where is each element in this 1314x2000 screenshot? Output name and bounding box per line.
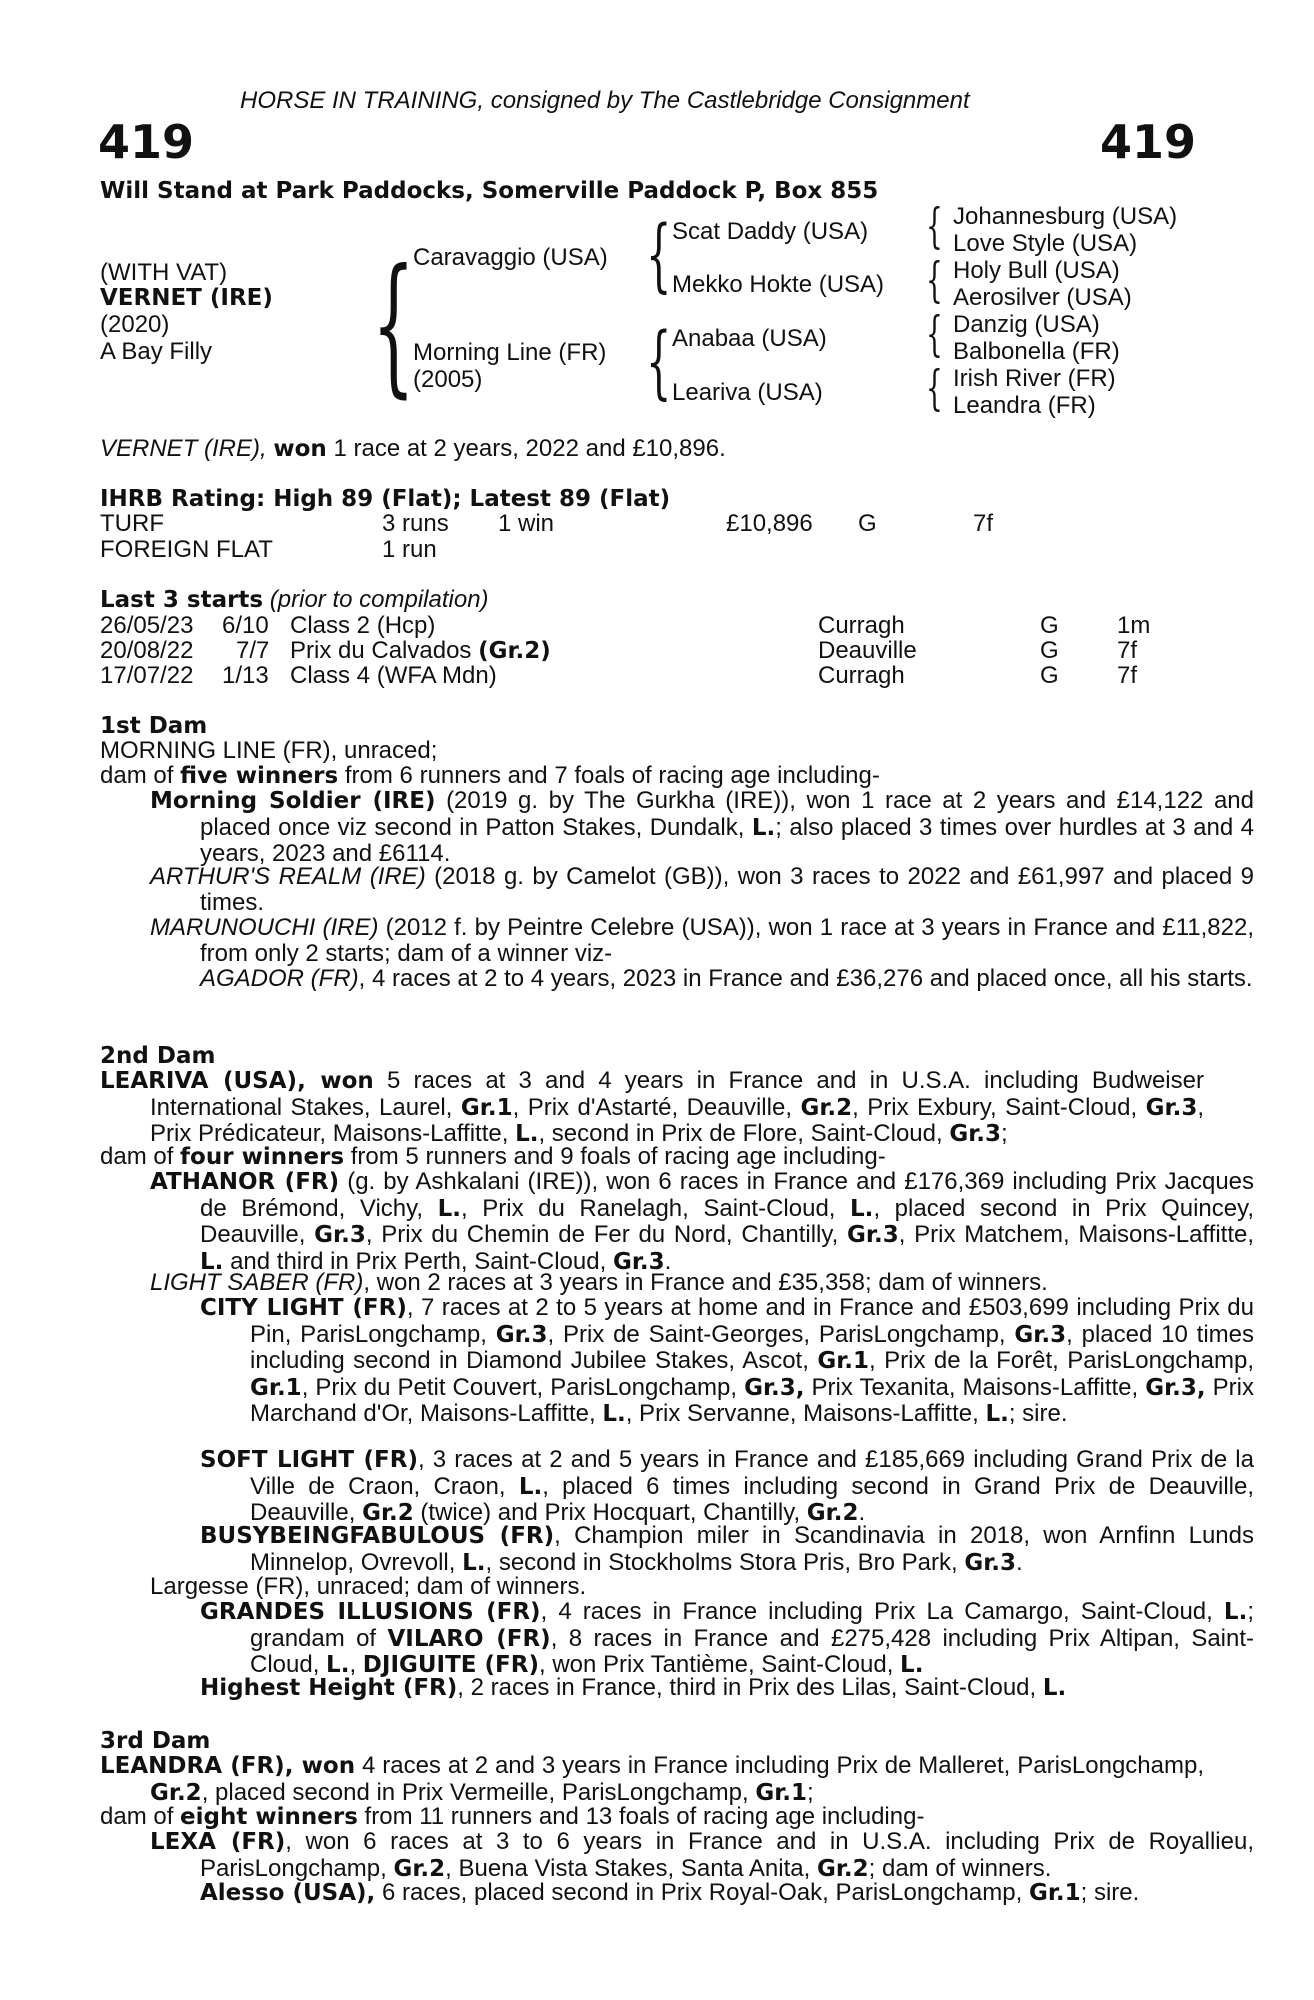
produce-alesso: Alesso (USA), 6 races, placed second in Prix Royal-Oak, ParisLongchamp, Gr.1; sire.	[200, 1879, 1140, 1906]
pedigree-dsd: Balbonella (FR)	[953, 338, 1120, 365]
pedigree-dam-dam: Leariva (USA)	[672, 379, 823, 406]
third-dam-heading: 3rd Dam	[100, 1728, 211, 1754]
produce-highest-height: Highest Height (FR), 2 races in France, third in Prix des Lilas, Saint-Cloud, L.	[200, 1674, 1067, 1701]
start-position: 7/7	[236, 637, 270, 664]
start-going: G	[1040, 637, 1059, 664]
produce-lexa: LEXA (FR), won 6 races at 3 to 6 years in France and in U.S.A. including Prix de Royallieu, ParisLongchamp, Gr.2, Buena Vista Stakes, Santa Anita, Gr.2; dam of winners.	[150, 1828, 1254, 1882]
pedigree-brace-ss: {	[926, 198, 943, 254]
pedigree-dam-sire: Anabaa (USA)	[672, 325, 827, 352]
produce-light-saber: LIGHT SABER (FR), won 2 races at 3 years in France and £35,358; dam of winners.	[150, 1269, 1048, 1296]
pedigree-sire-sire: Scat Daddy (USA)	[672, 218, 869, 245]
start-distance: 7f	[1117, 637, 1138, 664]
rating-distance: 7f	[973, 510, 994, 537]
rating-prize: £10,896	[726, 510, 813, 537]
start-race: Prix du Calvados (Gr.2)	[290, 637, 551, 664]
pedigree-sds: Holy Bull (USA)	[953, 257, 1120, 284]
first-dam-produce: dam of five winners from 6 runners and 7 foals of racing age including-	[100, 762, 880, 789]
rating-heading: IHRB Rating: High 89 (Flat); Latest 89 (Flat)	[100, 486, 671, 512]
start-position: 1/13	[222, 662, 269, 689]
pedigree-dds: Irish River (FR)	[953, 365, 1116, 392]
pedigree-dam: Morning Line (FR)	[413, 339, 607, 366]
second-dam-record: LEARIVA (USA), won 5 races at 3 and 4 years in France and in U.S.A. including Budweiser International Stakes, Laurel, Gr.1, Prix d'Astarté, Deauville, Gr.2, Prix Exbury, Saint-Cloud, Gr.3, Prix Prédicateur, Maisons-Laffitte, L., second in Prix de Flore, Saint-Cloud, Gr.3;	[100, 1067, 1204, 1147]
second-dam-produce: dam of four winners from 5 runners and 9 foals of racing age including-	[100, 1143, 886, 1170]
start-distance: 7f	[1117, 662, 1138, 689]
rating-runs: 1 run	[382, 536, 437, 563]
produce-morning-soldier: Morning Soldier (IRE) (2019 g. by The Gurkha (IRE)), won 1 race at 2 years and £14,122 and placed once viz second in Patton Stakes, Dundalk, L.; also placed 3 times over hurdles at 3 and 4 years, 2023 and £6114.	[150, 787, 1255, 867]
rating-wins: 1 win	[498, 510, 555, 537]
first-dam-heading: 1st Dam	[100, 713, 208, 739]
last-starts-heading: Last 3 starts (prior to compilation)	[100, 586, 489, 613]
rating-type: TURF	[100, 510, 164, 537]
lot-number-right: 419	[1100, 115, 1197, 169]
start-going: G	[1040, 662, 1059, 689]
start-date: 26/05/23	[100, 612, 194, 639]
produce-arthurs-realm: ARTHUR'S REALM (IRE) (2018 g. by Camelot (GB)), won 3 races to 2022 and £61,997 and placed 9 times.	[150, 863, 1254, 916]
consignment-line: HORSE IN TRAINING, consigned by The Castlebridge Consignment	[240, 87, 970, 114]
pedigree-brace-dd: {	[926, 360, 943, 416]
start-race: Class 4 (WFA Mdn)	[290, 662, 497, 689]
produce-agador: AGADOR (FR), 4 races at 2 to 4 years, 2023 in France and £36,276 and placed once, all his starts.	[200, 965, 1253, 992]
lot-number-left: 419	[98, 115, 195, 169]
first-dam-status: MORNING LINE (FR), unraced;	[100, 737, 438, 764]
pedigree-sire: Caravaggio (USA)	[413, 244, 608, 271]
produce-athanor: ATHANOR (FR) (g. by Ashkalani (IRE)), won 6 races in France and £176,369 including Prix Jacques de Brémond, Vichy, L., Prix du Ranelagh, Saint-Cloud, L., placed second in Prix Quincey, Deauville, Gr.3, Prix du Chemin de Fer du Nord, Chantilly, Gr.3, Prix Matchem, Maisons-Laffitte, L. and third in Prix Perth, Saint-Cloud, Gr.3.	[150, 1168, 1255, 1275]
pedigree-ssd: Love Style (USA)	[953, 230, 1138, 257]
start-distance: 1m	[1117, 612, 1151, 639]
second-dam-heading: 2nd Dam	[100, 1043, 216, 1069]
produce-city-light: CITY LIGHT (FR), 7 races at 2 to 5 years at home and in France and £503,699 including Prix du Pin, ParisLongchamp, Gr.3, Prix de Saint-Georges, ParisLongchamp, Gr.3, placed 10 times including second in Diamond Jubilee Stakes, Ascot, Gr.1, Prix de la Forêt, ParisLongchamp, Gr.1, Prix du Petit Couvert, ParisLongchamp, Gr.3, Prix Texanita, Maisons-Laffitte, Gr.3, Prix Marchand d'Or, Maisons-Laffitte, L., Prix Servanne, Maisons-Laffitte, L.; sire.	[200, 1294, 1255, 1427]
start-course: Curragh	[818, 612, 905, 639]
race-summary: VERNET (IRE), won 1 race at 2 years, 2022 and £10,896.	[100, 435, 726, 462]
pedigree-brace-ds: {	[926, 306, 943, 362]
start-course: Deauville	[818, 637, 917, 664]
pedigree-sire-dam: Mekko Hokte (USA)	[672, 271, 885, 298]
pedigree-brace-sire: {	[646, 208, 672, 301]
rating-going: G	[858, 510, 877, 537]
start-date: 20/08/22	[100, 637, 194, 664]
pedigree-brace-main: {	[372, 238, 415, 412]
rating-runs: 3 runs	[382, 510, 449, 537]
produce-largesse: Largesse (FR), unraced; dam of winners.	[150, 1573, 587, 1600]
rating-type: FOREIGN FLAT	[100, 536, 273, 563]
start-date: 17/07/22	[100, 662, 194, 689]
produce-marunouchi: MARUNOUCHI (IRE) (2012 f. by Peintre Celebre (USA)), won 1 race at 3 years in France and £11,822, from only 2 starts; dam of a winner viz-	[150, 914, 1254, 967]
start-position: 6/10	[222, 612, 269, 639]
pedigree-sss: Johannesburg (USA)	[953, 203, 1178, 230]
pedigree-dam-year: (2005)	[413, 366, 483, 393]
horse-name: VERNET (IRE)	[100, 285, 273, 311]
pedigree-sdd: Aerosilver (USA)	[953, 284, 1132, 311]
third-dam-record: LEANDRA (FR), won 4 races at 2 and 3 years in France including Prix de Malleret, ParisLongchamp, Gr.2, placed second in Prix Vermeille, ParisLongchamp, Gr.1;	[100, 1752, 1204, 1806]
start-course: Curragh	[818, 662, 905, 689]
pedigree-brace-sd: {	[926, 252, 943, 308]
third-dam-produce: dam of eight winners from 11 runners and 13 foals of racing age including-	[100, 1803, 925, 1830]
stand-location: Will Stand at Park Paddocks, Somerville Paddock P, Box 855	[100, 178, 879, 204]
produce-busybeingfabulous: BUSYBEINGFABULOUS (FR), Champion miler in Scandinavia in 2018, won Arnfinn Lunds Minnelop, Ovrevoll, L., second in Stockholms Stora Pris, Bro Park, Gr.3.	[200, 1522, 1254, 1576]
start-going: G	[1040, 612, 1059, 639]
pedigree-dss: Danzig (USA)	[953, 311, 1100, 338]
pedigree-ddd: Leandra (FR)	[953, 392, 1096, 419]
horse-description: A Bay Filly	[100, 338, 213, 365]
pedigree-brace-dam: {	[646, 315, 672, 408]
produce-soft-light: SOFT LIGHT (FR), 3 races at 2 and 5 years in France and £185,669 including Grand Prix de la Ville de Craon, Craon, L., placed 6 times including second in Grand Prix de Deauville, Deauville, Gr.2 (twice) and Prix Hocquart, Chantilly, Gr.2.	[200, 1446, 1255, 1526]
horse-year: (2020)	[100, 311, 170, 338]
start-race: Class 2 (Hcp)	[290, 612, 436, 639]
vat-note: (WITH VAT)	[100, 259, 228, 286]
produce-grandes-illusions: GRANDES ILLUSIONS (FR), 4 races in France including Prix La Camargo, Saint-Cloud, L.; grandam of VILARO (FR), 8 races in France and £275,428 including Prix Altipan, Saint-Cloud, L., DJIGUITE (FR), won Prix Tantième, Saint-Cloud, L.	[200, 1598, 1255, 1678]
